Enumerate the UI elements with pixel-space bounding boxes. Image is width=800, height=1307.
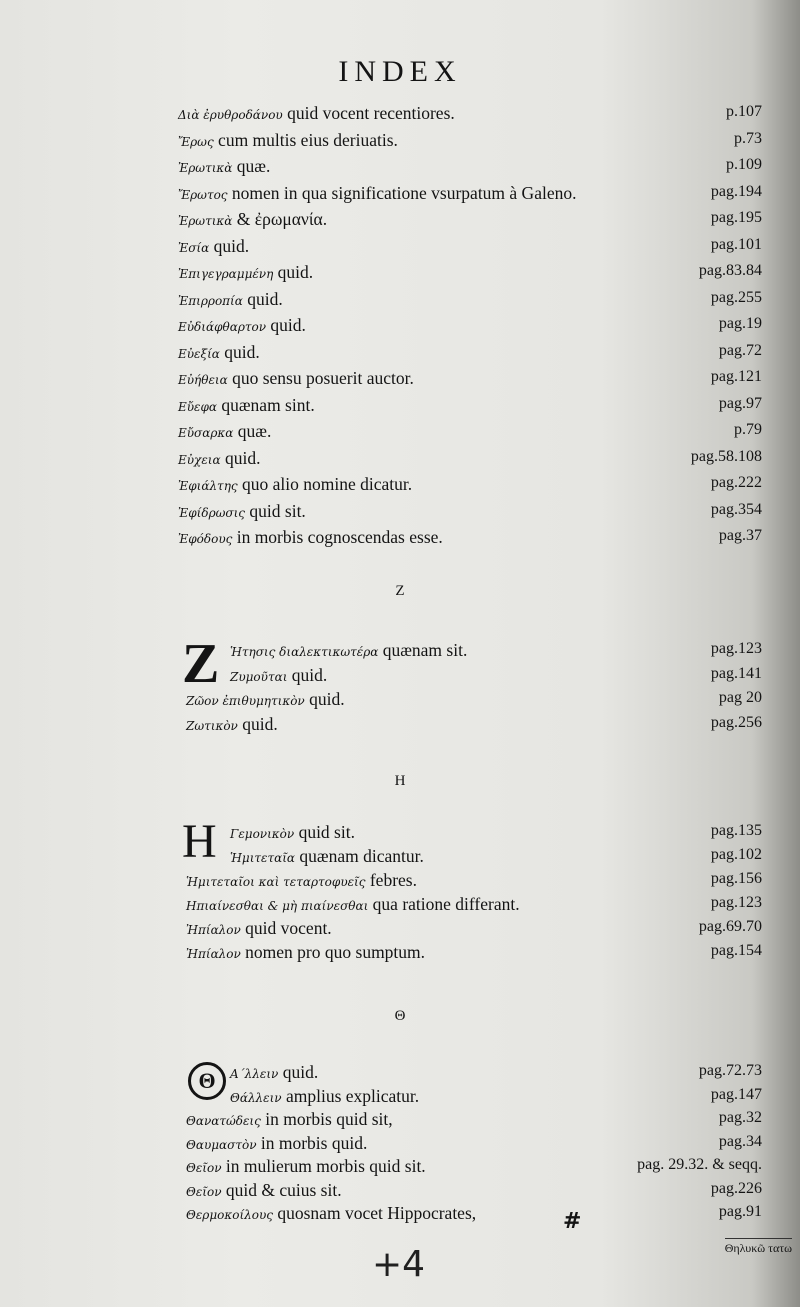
greek-term: Ἐπιρροπία bbox=[178, 293, 243, 308]
entry-text bbox=[178, 156, 270, 177]
latin-gloss: quænam sint. bbox=[217, 394, 315, 415]
entry-text bbox=[186, 894, 520, 915]
greek-term: Διὰ ἐρυθροδάνου bbox=[178, 108, 283, 122]
page-reference: pag.135 bbox=[710, 822, 762, 839]
latin-gloss: quid. bbox=[220, 447, 261, 468]
entry-text bbox=[178, 501, 306, 522]
greek-term: Εὐήθεια bbox=[178, 373, 228, 387]
latin-gloss: quid. bbox=[287, 664, 328, 685]
entry-text bbox=[230, 846, 424, 867]
index-entry bbox=[0, 395, 800, 417]
index-entry bbox=[0, 209, 800, 231]
entry-text bbox=[178, 527, 443, 548]
latin-gloss: quosnam vocet Hippocrates, bbox=[273, 1203, 477, 1223]
page-reference: pag.37 bbox=[718, 527, 762, 544]
section-heading-h: H bbox=[394, 773, 406, 789]
index-entry bbox=[0, 640, 800, 662]
handwritten-note: +4 bbox=[372, 1244, 426, 1285]
entry-text bbox=[178, 395, 315, 416]
greek-term: Εὐδιάφθαρτον bbox=[178, 320, 267, 334]
page-reference: pag.123 bbox=[710, 894, 762, 911]
greek-term: Ζυμοῦται bbox=[230, 669, 288, 684]
greek-term: Θανατώδεις bbox=[186, 1114, 261, 1128]
latin-gloss: quæ. bbox=[232, 156, 271, 176]
greek-term: Ζωτικὸν bbox=[186, 718, 238, 733]
page-reference: pag.121 bbox=[710, 368, 762, 385]
greek-term: Ἐσία bbox=[178, 240, 210, 255]
section-heading-theta: Θ bbox=[394, 1008, 406, 1024]
index-entry bbox=[0, 894, 800, 916]
latin-gloss: quid vocent recentiores. bbox=[282, 103, 455, 123]
entry-text bbox=[230, 822, 355, 843]
latin-gloss: quid sit. bbox=[294, 822, 355, 842]
greek-term: Θαυμαστὸν bbox=[186, 1137, 257, 1152]
drop-cap-z: Z bbox=[182, 633, 220, 695]
greek-term: Εὐεξία bbox=[178, 346, 220, 361]
latin-gloss: qua ratione differant. bbox=[368, 894, 520, 914]
entry-text bbox=[178, 421, 271, 442]
page-reference: pag.32 bbox=[718, 1109, 762, 1126]
latin-gloss: cum multis eius deriuatis. bbox=[213, 129, 398, 150]
page-reference: pag.34 bbox=[718, 1132, 762, 1150]
latin-gloss: quid. bbox=[242, 288, 283, 309]
page-reference: pag.101 bbox=[710, 235, 762, 253]
page-reference: p.107 bbox=[726, 103, 762, 120]
entry-text bbox=[186, 1156, 426, 1177]
greek-term: Ἠπίαλον bbox=[186, 947, 241, 961]
page-reference: pag.72 bbox=[718, 341, 762, 359]
index-entry bbox=[0, 527, 800, 549]
greek-term: Ἡτησις διαλεκτικωτέρα bbox=[230, 645, 379, 659]
section-heading-z: Z bbox=[395, 583, 405, 599]
page-reference: pag.58.108 bbox=[690, 447, 762, 465]
entry-text bbox=[230, 1062, 318, 1083]
latin-gloss: in morbis quid sit, bbox=[260, 1109, 393, 1129]
entry-text bbox=[178, 183, 576, 204]
latin-gloss: quid. bbox=[304, 689, 345, 709]
entry-text bbox=[230, 1086, 419, 1107]
page-reference: pag.154 bbox=[710, 942, 762, 959]
index-entry bbox=[0, 130, 800, 152]
index-entry bbox=[0, 846, 800, 868]
greek-term: Θεῖον bbox=[186, 1161, 222, 1175]
latin-gloss: quid. bbox=[209, 235, 250, 256]
entry-text bbox=[186, 689, 345, 710]
greek-term: Α´λλειν bbox=[230, 1067, 279, 1081]
index-entry bbox=[0, 368, 800, 390]
index-entry bbox=[0, 183, 800, 205]
entry-text bbox=[178, 209, 327, 230]
page-reference: pag.83.84 bbox=[698, 262, 762, 279]
greek-term: Ἐφίδρωσις bbox=[178, 505, 246, 520]
index-entry bbox=[0, 1203, 800, 1225]
page-reference: p.109 bbox=[726, 156, 762, 173]
latin-gloss: & ἐρωμανία. bbox=[232, 209, 328, 229]
index-entry bbox=[0, 262, 800, 284]
entry-text bbox=[186, 870, 417, 891]
index-entry bbox=[0, 156, 800, 178]
latin-gloss: in mulierum morbis quid sit. bbox=[221, 1156, 426, 1176]
greek-term: Ἐφόδους bbox=[178, 532, 233, 546]
page-reference: pag.102 bbox=[710, 846, 762, 863]
index-entry bbox=[0, 714, 800, 736]
index-entry bbox=[0, 501, 800, 523]
greek-term: Εὔσαρκα bbox=[178, 426, 234, 440]
index-entry bbox=[0, 315, 800, 337]
index-entry bbox=[0, 1062, 800, 1084]
entry-text bbox=[178, 368, 414, 389]
latin-gloss: quænam dicantur. bbox=[295, 846, 424, 866]
page-reference: pag.195 bbox=[710, 209, 762, 226]
greek-term: Εὔεφα bbox=[178, 399, 217, 414]
entry-text bbox=[178, 315, 306, 336]
index-entry bbox=[0, 236, 800, 258]
page-reference: pag.256 bbox=[710, 713, 762, 731]
latin-gloss: in morbis quid. bbox=[256, 1132, 368, 1153]
greek-term: Ἔρωτος bbox=[178, 187, 228, 202]
latin-gloss: amplius explicatur. bbox=[281, 1085, 420, 1106]
drop-cap-theta: Θ bbox=[188, 1062, 226, 1100]
drop-cap-h: H bbox=[182, 815, 217, 868]
greek-term: Θερμοκοίλους bbox=[186, 1208, 273, 1222]
page-reference: pag.194 bbox=[710, 182, 762, 200]
entry-text bbox=[178, 448, 260, 469]
entry-text bbox=[178, 236, 249, 257]
page-reference: pag.147 bbox=[710, 1085, 762, 1103]
latin-gloss: quo sensu posuerit auctor. bbox=[227, 368, 414, 388]
page-reference: pag.255 bbox=[710, 288, 762, 306]
greek-term: Ἔρως bbox=[178, 134, 214, 149]
index-entry bbox=[0, 1109, 800, 1131]
greek-term: Εὐχεια bbox=[178, 452, 221, 467]
index-entry bbox=[0, 342, 800, 364]
greek-term: Ηπιαίνεσθαι & μὴ πιαίνεσθαι bbox=[186, 899, 369, 913]
page-reference: pag.141 bbox=[710, 664, 762, 682]
entry-text bbox=[186, 942, 425, 963]
page-reference: pag.69.70 bbox=[698, 918, 762, 935]
index-entry bbox=[0, 689, 800, 711]
index-entry bbox=[0, 421, 800, 443]
latin-gloss: quid vocent. bbox=[240, 918, 332, 938]
greek-term: Ἠπίαλον bbox=[186, 923, 241, 937]
latin-gloss: quid & cuius sit. bbox=[221, 1179, 342, 1200]
catchword: Θηλυκῶ τατω bbox=[725, 1238, 792, 1256]
page-reference: pag.354 bbox=[710, 500, 762, 518]
index-entry bbox=[0, 103, 800, 125]
entry-text bbox=[186, 1180, 342, 1201]
greek-term: Ἐρωτικὰ bbox=[178, 214, 233, 228]
greek-term: Θεῖον bbox=[186, 1184, 222, 1199]
latin-gloss: febres. bbox=[365, 870, 417, 890]
greek-term: Ἐπιγεγραμμένη bbox=[178, 267, 274, 281]
latin-gloss: quid sit. bbox=[245, 500, 306, 521]
index-entry bbox=[0, 1156, 800, 1178]
entry-text bbox=[186, 1133, 367, 1154]
index-entry bbox=[0, 942, 800, 964]
page-reference: pag.156 bbox=[710, 870, 762, 887]
page-reference: pag.19 bbox=[718, 315, 762, 332]
page-reference: p.73 bbox=[734, 129, 762, 147]
latin-gloss: quæ. bbox=[233, 421, 272, 441]
greek-term: Ἡμιτεταῖα bbox=[230, 851, 296, 865]
index-entry bbox=[0, 870, 800, 892]
page-reference: pag.123 bbox=[710, 640, 762, 657]
greek-term: Ἡμιτεταῖοι καὶ τεταρτοφυεῖς bbox=[186, 875, 366, 889]
index-entry bbox=[0, 1086, 800, 1108]
latin-gloss: quid. bbox=[219, 341, 260, 362]
latin-gloss: quid. bbox=[278, 1062, 319, 1082]
latin-gloss: quid. bbox=[237, 713, 278, 734]
entry-text bbox=[178, 130, 398, 151]
page-reference: pag.222 bbox=[710, 474, 762, 491]
latin-gloss: in morbis cognoscendas esse. bbox=[232, 527, 443, 547]
greek-term: Γεμονικὸν bbox=[230, 827, 295, 841]
page-reference: pag 20 bbox=[718, 689, 762, 706]
entry-text bbox=[178, 103, 455, 124]
latin-gloss: quo alio nomine dicatur. bbox=[237, 474, 413, 494]
entry-text bbox=[186, 1203, 476, 1224]
latin-gloss: nomen pro quo sumptum. bbox=[240, 942, 426, 962]
greek-term: Ζῶον ἐπιθυμητικὸν bbox=[186, 694, 305, 708]
page-title: INDEX bbox=[338, 55, 462, 88]
entry-text bbox=[186, 1109, 393, 1130]
greek-term: Θάλλειν bbox=[230, 1090, 282, 1105]
greek-term: Ἐρωτικὰ bbox=[178, 161, 233, 175]
entry-text bbox=[230, 640, 467, 661]
page-reference: pag.226 bbox=[710, 1179, 762, 1197]
index-entry bbox=[0, 289, 800, 311]
index-entry bbox=[0, 1133, 800, 1155]
entry-text bbox=[178, 262, 313, 283]
index-entry bbox=[0, 665, 800, 687]
ink-mark: # bbox=[563, 1209, 582, 1234]
page-reference: pag. 29.32. & seqq. bbox=[637, 1156, 762, 1173]
latin-gloss: quid. bbox=[273, 262, 314, 282]
entry-text bbox=[186, 918, 332, 939]
page-reference: pag.97 bbox=[718, 394, 762, 412]
entry-text bbox=[178, 474, 412, 495]
index-entry bbox=[0, 474, 800, 496]
latin-gloss: nomen in qua significatione vsurpatum à Galeno. bbox=[227, 182, 577, 203]
entry-text bbox=[178, 289, 283, 310]
page-reference: pag.91 bbox=[718, 1203, 762, 1220]
entry-text bbox=[186, 714, 278, 735]
entry-text bbox=[230, 665, 327, 686]
index-entry bbox=[0, 822, 800, 844]
page-reference: pag.72.73 bbox=[698, 1062, 762, 1079]
latin-gloss: quænam sit. bbox=[378, 640, 468, 660]
page-reference: p.79 bbox=[734, 421, 762, 438]
latin-gloss: quid. bbox=[266, 315, 306, 335]
index-entry bbox=[0, 448, 800, 470]
index-entry bbox=[0, 918, 800, 940]
entry-text bbox=[178, 342, 260, 363]
greek-term: Ἐφιάλτης bbox=[178, 479, 238, 493]
index-entry bbox=[0, 1180, 800, 1202]
